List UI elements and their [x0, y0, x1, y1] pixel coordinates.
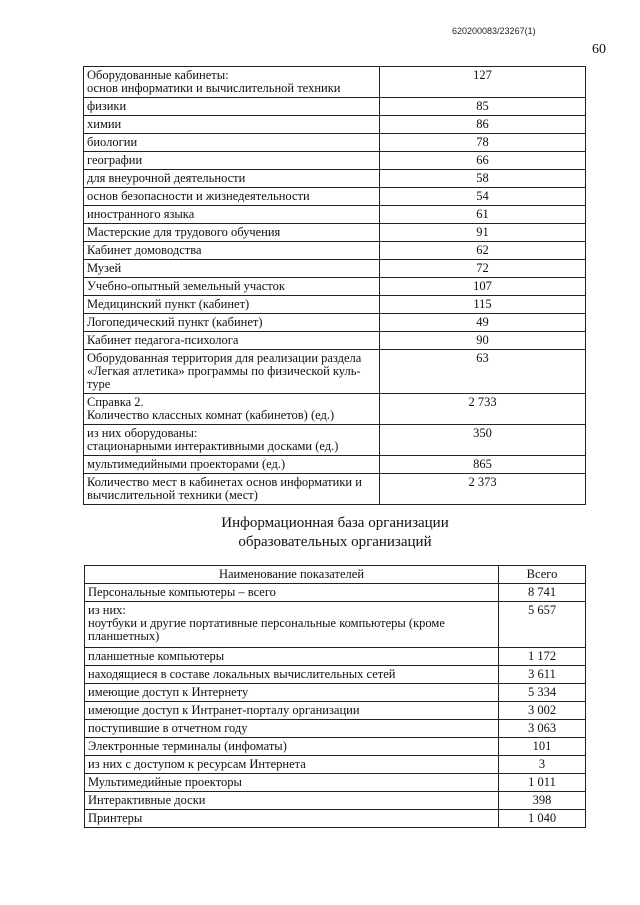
row-value: 398	[499, 792, 586, 810]
table-row	[84, 170, 586, 188]
row-value: 66	[380, 152, 586, 170]
row-label: Логопедический пункт (кабинет)	[84, 314, 380, 332]
table-row	[84, 332, 586, 350]
table-row	[85, 792, 586, 810]
row-value: 101	[499, 738, 586, 756]
row-value: 58	[380, 170, 586, 188]
table-row	[85, 702, 586, 720]
row-label: иностранного языка	[84, 206, 380, 224]
row-value: 61	[380, 206, 586, 224]
document-id: 620200083/23267(1)	[452, 26, 536, 36]
column-header-name: Наименование показателей	[85, 566, 499, 584]
row-label: географии	[84, 152, 380, 170]
row-value: 107	[380, 278, 586, 296]
row-label: мультимедийными проекторами (ед.)	[84, 456, 380, 474]
row-value: 5 334	[499, 684, 586, 702]
row-value: 54	[380, 188, 586, 206]
table-row	[85, 648, 586, 666]
table-row	[84, 206, 586, 224]
table-row	[84, 188, 586, 206]
row-label: Справка 2. Количество классных комнат (кабинетов) (ед.)	[84, 394, 380, 425]
section-title	[100, 514, 570, 552]
equipped-rooms-table-body	[84, 67, 586, 505]
table-row	[85, 684, 586, 702]
table-row	[84, 98, 586, 116]
section-title-line-1: Информационная база организации	[221, 515, 449, 531]
table-row	[84, 242, 586, 260]
table-row	[85, 810, 586, 828]
table-row	[84, 350, 586, 394]
row-label: химии	[84, 116, 380, 134]
row-label: Интерактивные доски	[85, 792, 499, 810]
table-row	[84, 278, 586, 296]
row-label: Кабинет домоводства	[84, 242, 380, 260]
row-label: физики	[84, 98, 380, 116]
row-label: Оборудованные кабинеты: основ информатики и вычислительной техники	[84, 67, 380, 98]
row-label: Медицинский пункт (кабинет)	[84, 296, 380, 314]
row-value: 62	[380, 242, 586, 260]
row-label: биологии	[84, 134, 380, 152]
page-number: 60	[592, 42, 606, 57]
row-value: 350	[380, 425, 586, 456]
row-value: 3 611	[499, 666, 586, 684]
table-row	[84, 474, 586, 505]
table-row	[85, 666, 586, 684]
table-row	[84, 456, 586, 474]
table-row	[84, 425, 586, 456]
row-value: 86	[380, 116, 586, 134]
table-row	[85, 738, 586, 756]
table-row	[85, 774, 586, 792]
table-row	[85, 720, 586, 738]
row-label: из них с доступом к ресурсам Интернета	[85, 756, 499, 774]
row-label: Учебно-опытный земельный участок	[84, 278, 380, 296]
row-label: Кабинет педагога-психолога	[84, 332, 380, 350]
row-label: планшетные компьютеры	[85, 648, 499, 666]
table-header-row	[85, 566, 586, 584]
row-value: 1 040	[499, 810, 586, 828]
row-value: 72	[380, 260, 586, 278]
row-value: 1 011	[499, 774, 586, 792]
table-row	[84, 314, 586, 332]
table-row	[84, 260, 586, 278]
row-label: из них оборудованы: стационарными интерактивными досками (ед.)	[84, 425, 380, 456]
equipped-rooms-table	[83, 66, 586, 505]
row-label: основ безопасности и жизнедеятельности	[84, 188, 380, 206]
row-label: Электронные терминалы (инфоматы)	[85, 738, 499, 756]
information-base-table-body	[85, 584, 586, 828]
table-row	[84, 394, 586, 425]
row-value: 78	[380, 134, 586, 152]
row-label: Принтеры	[85, 810, 499, 828]
table-row	[85, 756, 586, 774]
row-value: 115	[380, 296, 586, 314]
row-value: 8 741	[499, 584, 586, 602]
row-value: 63	[380, 350, 586, 394]
row-value: 127	[380, 67, 586, 98]
row-label: для внеурочной деятельности	[84, 170, 380, 188]
table-row	[85, 602, 586, 648]
section-title-line-2: образовательных организаций	[238, 534, 432, 550]
row-value: 90	[380, 332, 586, 350]
row-label: Музей	[84, 260, 380, 278]
row-label: из них: ноутбуки и другие портативные персональные компьютеры (кроме планшетных)	[85, 602, 499, 648]
row-label: Мультимедийные проекторы	[85, 774, 499, 792]
row-value: 2 373	[380, 474, 586, 505]
row-value: 49	[380, 314, 586, 332]
row-value: 3	[499, 756, 586, 774]
row-label: имеющие доступ к Интранет-порталу организации	[85, 702, 499, 720]
table-row	[85, 584, 586, 602]
row-label: Оборудованная территория для реализации раздела «Легкая атлетика» программы по физической куль- туре	[84, 350, 380, 394]
table-row	[84, 67, 586, 98]
row-label: поступившие в отчетном году	[85, 720, 499, 738]
information-base-table	[84, 565, 586, 828]
table-row	[84, 134, 586, 152]
row-value: 2 733	[380, 394, 586, 425]
column-header-total: Всего	[499, 566, 586, 584]
table-row	[84, 116, 586, 134]
table-row	[84, 152, 586, 170]
row-value: 5 657	[499, 602, 586, 648]
row-value: 1 172	[499, 648, 586, 666]
row-value: 3 063	[499, 720, 586, 738]
row-label: находящиеся в составе локальных вычислительных сетей	[85, 666, 499, 684]
row-label: Количество мест в кабинетах основ информатики и вычислительной техники (мест)	[84, 474, 380, 505]
row-value: 85	[380, 98, 586, 116]
table-row	[84, 296, 586, 314]
row-value: 865	[380, 456, 586, 474]
row-label: имеющие доступ к Интернету	[85, 684, 499, 702]
table-row	[84, 224, 586, 242]
row-label: Персональные компьютеры – всего	[85, 584, 499, 602]
row-value: 91	[380, 224, 586, 242]
row-value: 3 002	[499, 702, 586, 720]
row-label: Мастерские для трудового обучения	[84, 224, 380, 242]
